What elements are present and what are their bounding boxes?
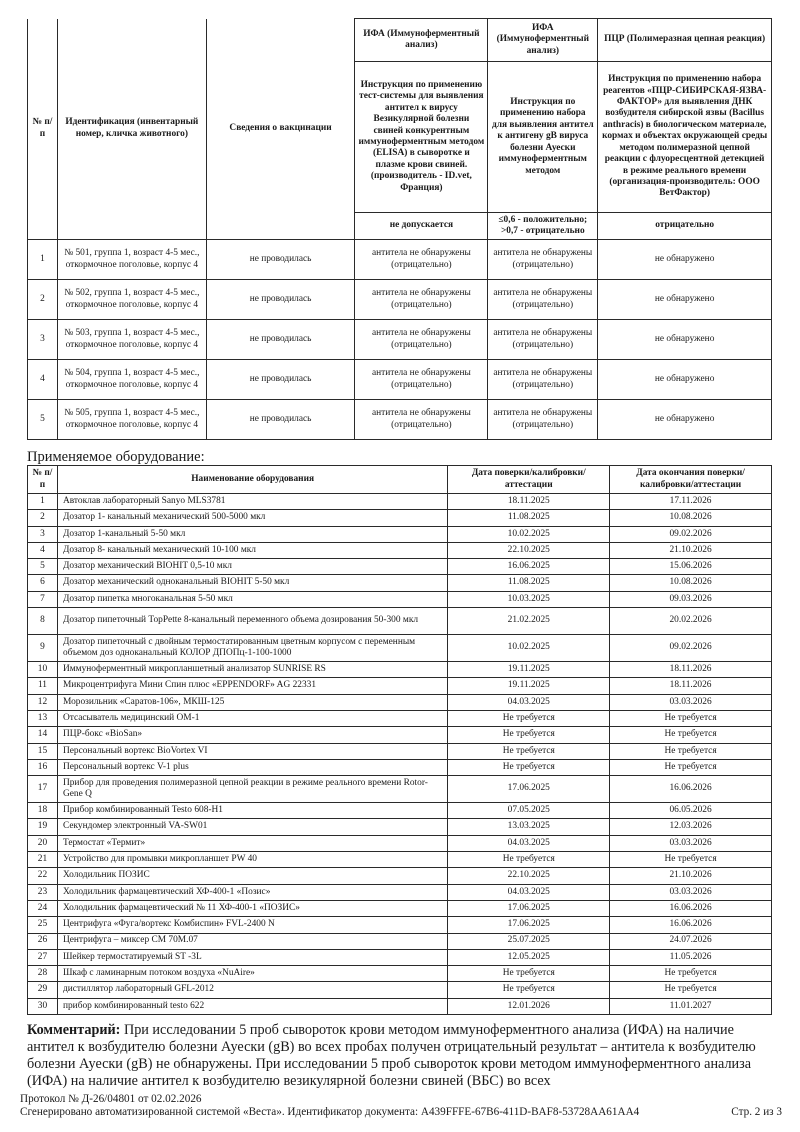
equipment-name: Прибор комбинированный Testo 608-H1 [57, 803, 447, 819]
verification-end-date: 10.08.2026 [610, 510, 772, 526]
equipment-name: Дозатор механический BIOHIT 0,5-10 мкл [57, 559, 447, 575]
vaccination-info: не проводилась [206, 280, 355, 320]
equipment-name: Центрифуга «Фуга/вортекс Комбиспин» FVL-2400 N [57, 917, 447, 933]
row-num: 5 [28, 400, 58, 440]
verification-date: 19.11.2025 [448, 678, 610, 694]
method-instruction-ifa-aujeszky: Инструкция по применению набора для выявления антител к антигену gB вируса болезни Ауески иммуноферментным методом [488, 62, 598, 213]
verification-date: Не требуется [448, 852, 610, 868]
animal-ident: № 501, группа 1, возраст 4-5 мес., откормочное поголовье, корпус 4 [57, 240, 206, 280]
table-row [28, 982, 772, 998]
method-title-pcr: ПЦР (Полимеразная цепная реакция) [598, 19, 772, 62]
equipment-name: Автоклав лабораторный Sanyo MLS3781 [57, 494, 447, 510]
row-num: 13 [28, 710, 58, 726]
verification-date: 04.03.2025 [448, 694, 610, 710]
table-row [28, 400, 772, 440]
col-header-verification-date: Дата поверки/калибровки/аттестации [448, 466, 610, 494]
verification-date: Не требуется [448, 743, 610, 759]
verification-date: Не требуется [448, 982, 610, 998]
verification-end-date: 09.02.2026 [610, 635, 772, 662]
row-num: 12 [28, 694, 58, 710]
row-num: 3 [28, 526, 58, 542]
verification-end-date: 21.10.2026 [610, 542, 772, 558]
equipment-name: Морозильник «Саратов-106», МКШ-125 [57, 694, 447, 710]
table-row [28, 759, 772, 775]
page-number: Стр. 2 из 3 [731, 1106, 782, 1118]
vaccination-info: не проводилась [206, 360, 355, 400]
method-instruction-ifa-vbs: Инструкция по применению тест-системы для выявления антител к вирусу Везикулярной болезни свиней конкурентным иммуноферментным методом (ELISA) в сыворотке и плазме крови свиней. (производитель - ID.vet, Франция) [355, 62, 488, 213]
row-num: 29 [28, 982, 58, 998]
comment-label: Комментарий: [27, 1022, 121, 1038]
result-ifa-vbs: антитела не обнаружены (отрицательно) [355, 320, 488, 360]
verification-end-date: Не требуется [610, 727, 772, 743]
verification-end-date: Не требуется [610, 710, 772, 726]
verification-end-date: 03.03.2026 [610, 694, 772, 710]
verification-end-date: 12.03.2026 [610, 819, 772, 835]
col-header-ident: Идентификация (инвентарный номер, кличка животного) [57, 19, 206, 240]
verification-date: 19.11.2025 [448, 662, 610, 678]
verification-date: 04.03.2025 [448, 835, 610, 851]
verification-end-date: 21.10.2026 [610, 868, 772, 884]
table-row [28, 559, 772, 575]
verification-end-date: 11.05.2026 [610, 949, 772, 965]
method-norm-pcr: отрицательно [598, 213, 772, 240]
comment-block [27, 1022, 777, 1090]
animal-ident: № 503, группа 1, возраст 4-5 мес., откормочное поголовье, корпус 4 [57, 320, 206, 360]
equipment-name: Персональный вортекс BioVortex VI [57, 743, 447, 759]
verification-date: Не требуется [448, 966, 610, 982]
row-num: 26 [28, 933, 58, 949]
result-ifa-vbs: антитела не обнаружены (отрицательно) [355, 280, 488, 320]
col-header-num: № п/п [28, 466, 58, 494]
result-pcr: не обнаружено [598, 240, 772, 280]
equipment-name: Шкаф с ламинарным потоком воздуха «NuAire» [57, 966, 447, 982]
table-row [28, 510, 772, 526]
equipment-name: Микроцентрифуга Мини Спин плюс «EPPENDORF» AG 22331 [57, 678, 447, 694]
table-row [28, 494, 772, 510]
equipment-name: Холодильник ПОЗИС [57, 868, 447, 884]
equipment-name: Дозатор пипетка многоканальная 5-50 мкл [57, 591, 447, 607]
verification-end-date: 24.07.2026 [610, 933, 772, 949]
row-num: 4 [28, 542, 58, 558]
vaccination-info: не проводилась [206, 400, 355, 440]
result-ifa-aujeszky: антитела не обнаружены (отрицательно) [488, 320, 598, 360]
table-row [28, 280, 772, 320]
equipment-name: Отсасыватель медицинский ОМ-1 [57, 710, 447, 726]
verification-end-date: 09.02.2026 [610, 526, 772, 542]
equipment-name: Центрифуга – миксер СМ 70М.07 [57, 933, 447, 949]
row-num: 2 [28, 280, 58, 320]
table-row [28, 320, 772, 360]
result-ifa-aujeszky: антитела не обнаружены (отрицательно) [488, 360, 598, 400]
method-title-ifa-aujeszky: ИФА (Иммуноферментный анализ) [488, 19, 598, 62]
equipment-name: Дозатор пипеточный с двойным термостатированным цветным корпусом с переменным объемом доз одноканальный КОЛОР ДПОПц-1-100-1000 [57, 635, 447, 662]
table-row [28, 900, 772, 916]
equipment-name: Холодильник фармацевтический ХФ-400-1 «Позис» [57, 884, 447, 900]
table-row [28, 933, 772, 949]
verification-date: 10.02.2025 [448, 635, 610, 662]
result-ifa-aujeszky: антитела не обнаружены (отрицательно) [488, 280, 598, 320]
verification-end-date: 06.05.2026 [610, 803, 772, 819]
verification-date: Не требуется [448, 710, 610, 726]
equipment-name: Дозатор 1-канальный 5-50 мкл [57, 526, 447, 542]
table-row [28, 776, 772, 803]
verification-date: 22.10.2025 [448, 542, 610, 558]
row-num: 28 [28, 966, 58, 982]
equipment-name: дистиллятор лабораторный GFL-2012 [57, 982, 447, 998]
equipment-name: Секундомер электронный VA-SW01 [57, 819, 447, 835]
verification-date: 10.03.2025 [448, 591, 610, 607]
row-num: 21 [28, 852, 58, 868]
table-row [28, 662, 772, 678]
result-ifa-vbs: антитела не обнаружены (отрицательно) [355, 360, 488, 400]
row-num: 5 [28, 559, 58, 575]
row-num: 22 [28, 868, 58, 884]
vaccination-info: не проводилась [206, 240, 355, 280]
table-row [28, 949, 772, 965]
row-num: 11 [28, 678, 58, 694]
comment-text: При исследовании 5 проб сывороток крови методом иммуноферментного анализа (ИФА) на наличие антител к возбудителю болезни Ауески (gB) во всех пробах получен отрицательный результат – антитела к возбудителю болезни Ауески (gB) не обнаружены. При исследовании 5 проб сывороток крови методом иммуноферментного анализа (ИФА) на наличие антител к возбудителю везикулярной болезни свиней (ВБС) во всех [27, 1022, 756, 1089]
verification-date: 18.11.2025 [448, 494, 610, 510]
equipment-name: Холодильник фармацевтический № 11 ХФ-400-1 «ПОЗИС» [57, 900, 447, 916]
verification-end-date: 16.06.2026 [610, 900, 772, 916]
equipment-name: Прибор для проведения полимеразной цепной реакции в режиме реального времени Rotor-Gene Q [57, 776, 447, 803]
verification-end-date: Не требуется [610, 743, 772, 759]
equipment-name: Дозатор механический одноканальный BIOHIT 5-50 мкл [57, 575, 447, 591]
equipment-table [27, 465, 772, 1015]
col-header-verification-end-date: Дата окончания поверки/калибровки/аттестации [610, 466, 772, 494]
verification-date: 13.03.2025 [448, 819, 610, 835]
table-row [28, 998, 772, 1014]
verification-date: 12.05.2025 [448, 949, 610, 965]
verification-date: 17.06.2025 [448, 900, 610, 916]
table-row [28, 868, 772, 884]
col-header-vaccination: Сведения о вакцинации [206, 19, 355, 240]
verification-end-date: 16.06.2026 [610, 917, 772, 933]
row-num: 4 [28, 360, 58, 400]
table-row [28, 710, 772, 726]
row-num: 15 [28, 743, 58, 759]
equipment-name: Персональный вортекс V-1 plus [57, 759, 447, 775]
table-row [28, 591, 772, 607]
result-pcr: не обнаружено [598, 360, 772, 400]
verification-date: 07.05.2025 [448, 803, 610, 819]
equipment-name: Дозатор 8- канальный механический 10-100 мкл [57, 542, 447, 558]
table-row [28, 966, 772, 982]
verification-date: 10.02.2025 [448, 526, 610, 542]
table-row [28, 240, 772, 280]
verification-end-date: Не требуется [610, 852, 772, 868]
footer-generated [20, 1106, 782, 1119]
table-row [28, 803, 772, 819]
equipment-name: Устройство для промывки микропланшет PW 40 [57, 852, 447, 868]
verification-date: 11.08.2025 [448, 575, 610, 591]
result-pcr: не обнаружено [598, 400, 772, 440]
table-row [28, 360, 772, 400]
row-num: 23 [28, 884, 58, 900]
row-num: 24 [28, 900, 58, 916]
row-num: 3 [28, 320, 58, 360]
equipment-name: Иммуноферментный микропланшетный анализатор SUNRISE RS [57, 662, 447, 678]
equipment-name: Дозатор 1- канальный механический 500-5000 мкл [57, 510, 447, 526]
row-num: 6 [28, 575, 58, 591]
result-pcr: не обнаружено [598, 320, 772, 360]
verification-end-date: 03.03.2026 [610, 884, 772, 900]
verification-date: 12.01.2026 [448, 998, 610, 1014]
verification-date: 11.08.2025 [448, 510, 610, 526]
vaccination-info: не проводилась [206, 320, 355, 360]
verification-end-date: 10.08.2026 [610, 575, 772, 591]
verification-end-date: 18.11.2026 [610, 678, 772, 694]
animal-ident: № 505, группа 1, возраст 4-5 мес., откормочное поголовье, корпус 4 [57, 400, 206, 440]
result-ifa-aujeszky: антитела не обнаружены (отрицательно) [488, 400, 598, 440]
row-num: 14 [28, 727, 58, 743]
verification-end-date: 17.11.2026 [610, 494, 772, 510]
animal-ident: № 502, группа 1, возраст 4-5 мес., откормочное поголовье, корпус 4 [57, 280, 206, 320]
row-num: 18 [28, 803, 58, 819]
verification-date: Не требуется [448, 759, 610, 775]
table-row [28, 852, 772, 868]
method-title-ifa-vbs: ИФА (Иммуноферментный анализ) [355, 19, 488, 62]
table-row [28, 743, 772, 759]
table-row [28, 526, 772, 542]
result-ifa-vbs: антитела не обнаружены (отрицательно) [355, 240, 488, 280]
col-header-equipment-name: Наименование оборудования [57, 466, 447, 494]
verification-end-date: 09.03.2026 [610, 591, 772, 607]
row-num: 1 [28, 240, 58, 280]
verification-date: 04.03.2025 [448, 884, 610, 900]
row-num: 16 [28, 759, 58, 775]
equipment-name: Термостат «Термит» [57, 835, 447, 851]
table-row [28, 884, 772, 900]
verification-date: 21.02.2025 [448, 608, 610, 635]
row-num: 10 [28, 662, 58, 678]
verification-end-date: 20.02.2026 [610, 608, 772, 635]
table-row [28, 694, 772, 710]
document-identifier: Сгенерировано автоматизированной системой «Веста». Идентификатор документа: A439FFFE-67B6-411D-BAF8-53728AA61AA4 [20, 1106, 640, 1118]
verification-date: 17.06.2025 [448, 776, 610, 803]
row-num: 2 [28, 510, 58, 526]
row-num: 7 [28, 591, 58, 607]
table-row [28, 608, 772, 635]
table-row [28, 635, 772, 662]
row-num: 17 [28, 776, 58, 803]
col-header-num: № п/п [28, 19, 58, 240]
table-row [28, 678, 772, 694]
row-num: 19 [28, 819, 58, 835]
row-num: 30 [28, 998, 58, 1014]
verification-end-date: 16.06.2026 [610, 776, 772, 803]
verification-end-date: 15.06.2026 [610, 559, 772, 575]
verification-date: 25.07.2025 [448, 933, 610, 949]
verification-end-date: Не требуется [610, 759, 772, 775]
protocol-number: Протокол № Д-26/04801 от 02.02.2026 [20, 1093, 202, 1105]
method-norm-ifa-vbs: не допускается [355, 213, 488, 240]
equipment-name: ПЦР-бокс «BioSan» [57, 727, 447, 743]
row-num: 8 [28, 608, 58, 635]
result-pcr: не обнаружено [598, 280, 772, 320]
animal-ident: № 504, группа 1, возраст 4-5 мес., откормочное поголовье, корпус 4 [57, 360, 206, 400]
equipment-name: Шейкер термостатируемый ST -3L [57, 949, 447, 965]
results-table [27, 18, 772, 440]
table-row [28, 727, 772, 743]
verification-end-date: Не требуется [610, 966, 772, 982]
table-row [28, 575, 772, 591]
row-num: 27 [28, 949, 58, 965]
table-row [28, 917, 772, 933]
verification-date: Не требуется [448, 727, 610, 743]
verification-end-date: Не требуется [610, 982, 772, 998]
table-row [28, 542, 772, 558]
verification-date: 17.06.2025 [448, 917, 610, 933]
verification-end-date: 03.03.2026 [610, 835, 772, 851]
equipment-name: Дозатор пипеточный TopPette 8-канальный переменного объема дозирования 50-300 мкл [57, 608, 447, 635]
row-num: 20 [28, 835, 58, 851]
method-instruction-pcr: Инструкция по применению набора реагентов «ПЦР-СИБИРСКАЯ-ЯЗВА-ФАКТОР» для выявления ДНК возбудителя сибирской язвы (Bacillus anthracis) в биологическом материале, кормах и объектах окружающей среды методом полимеразной цепной реакции с флуоресцентной детекцией в режиме реального времени (организация-производитель: ООО ВетФактор) [598, 62, 772, 213]
verification-end-date: 18.11.2026 [610, 662, 772, 678]
table-row [28, 819, 772, 835]
verification-date: 22.10.2025 [448, 868, 610, 884]
result-ifa-vbs: антитела не обнаружены (отрицательно) [355, 400, 488, 440]
row-num: 9 [28, 635, 58, 662]
method-norm-ifa-aujeszky: ≤0,6 - положительно; >0,7 - отрицательно [488, 213, 598, 240]
table-row [28, 835, 772, 851]
verification-date: 16.06.2025 [448, 559, 610, 575]
result-ifa-aujeszky: антитела не обнаружены (отрицательно) [488, 240, 598, 280]
equipment-name: прибор комбинированный testo 622 [57, 998, 447, 1014]
row-num: 1 [28, 494, 58, 510]
verification-end-date: 11.01.2027 [610, 998, 772, 1014]
row-num: 25 [28, 917, 58, 933]
equipment-section-title: Применяемое оборудование: [27, 449, 205, 465]
